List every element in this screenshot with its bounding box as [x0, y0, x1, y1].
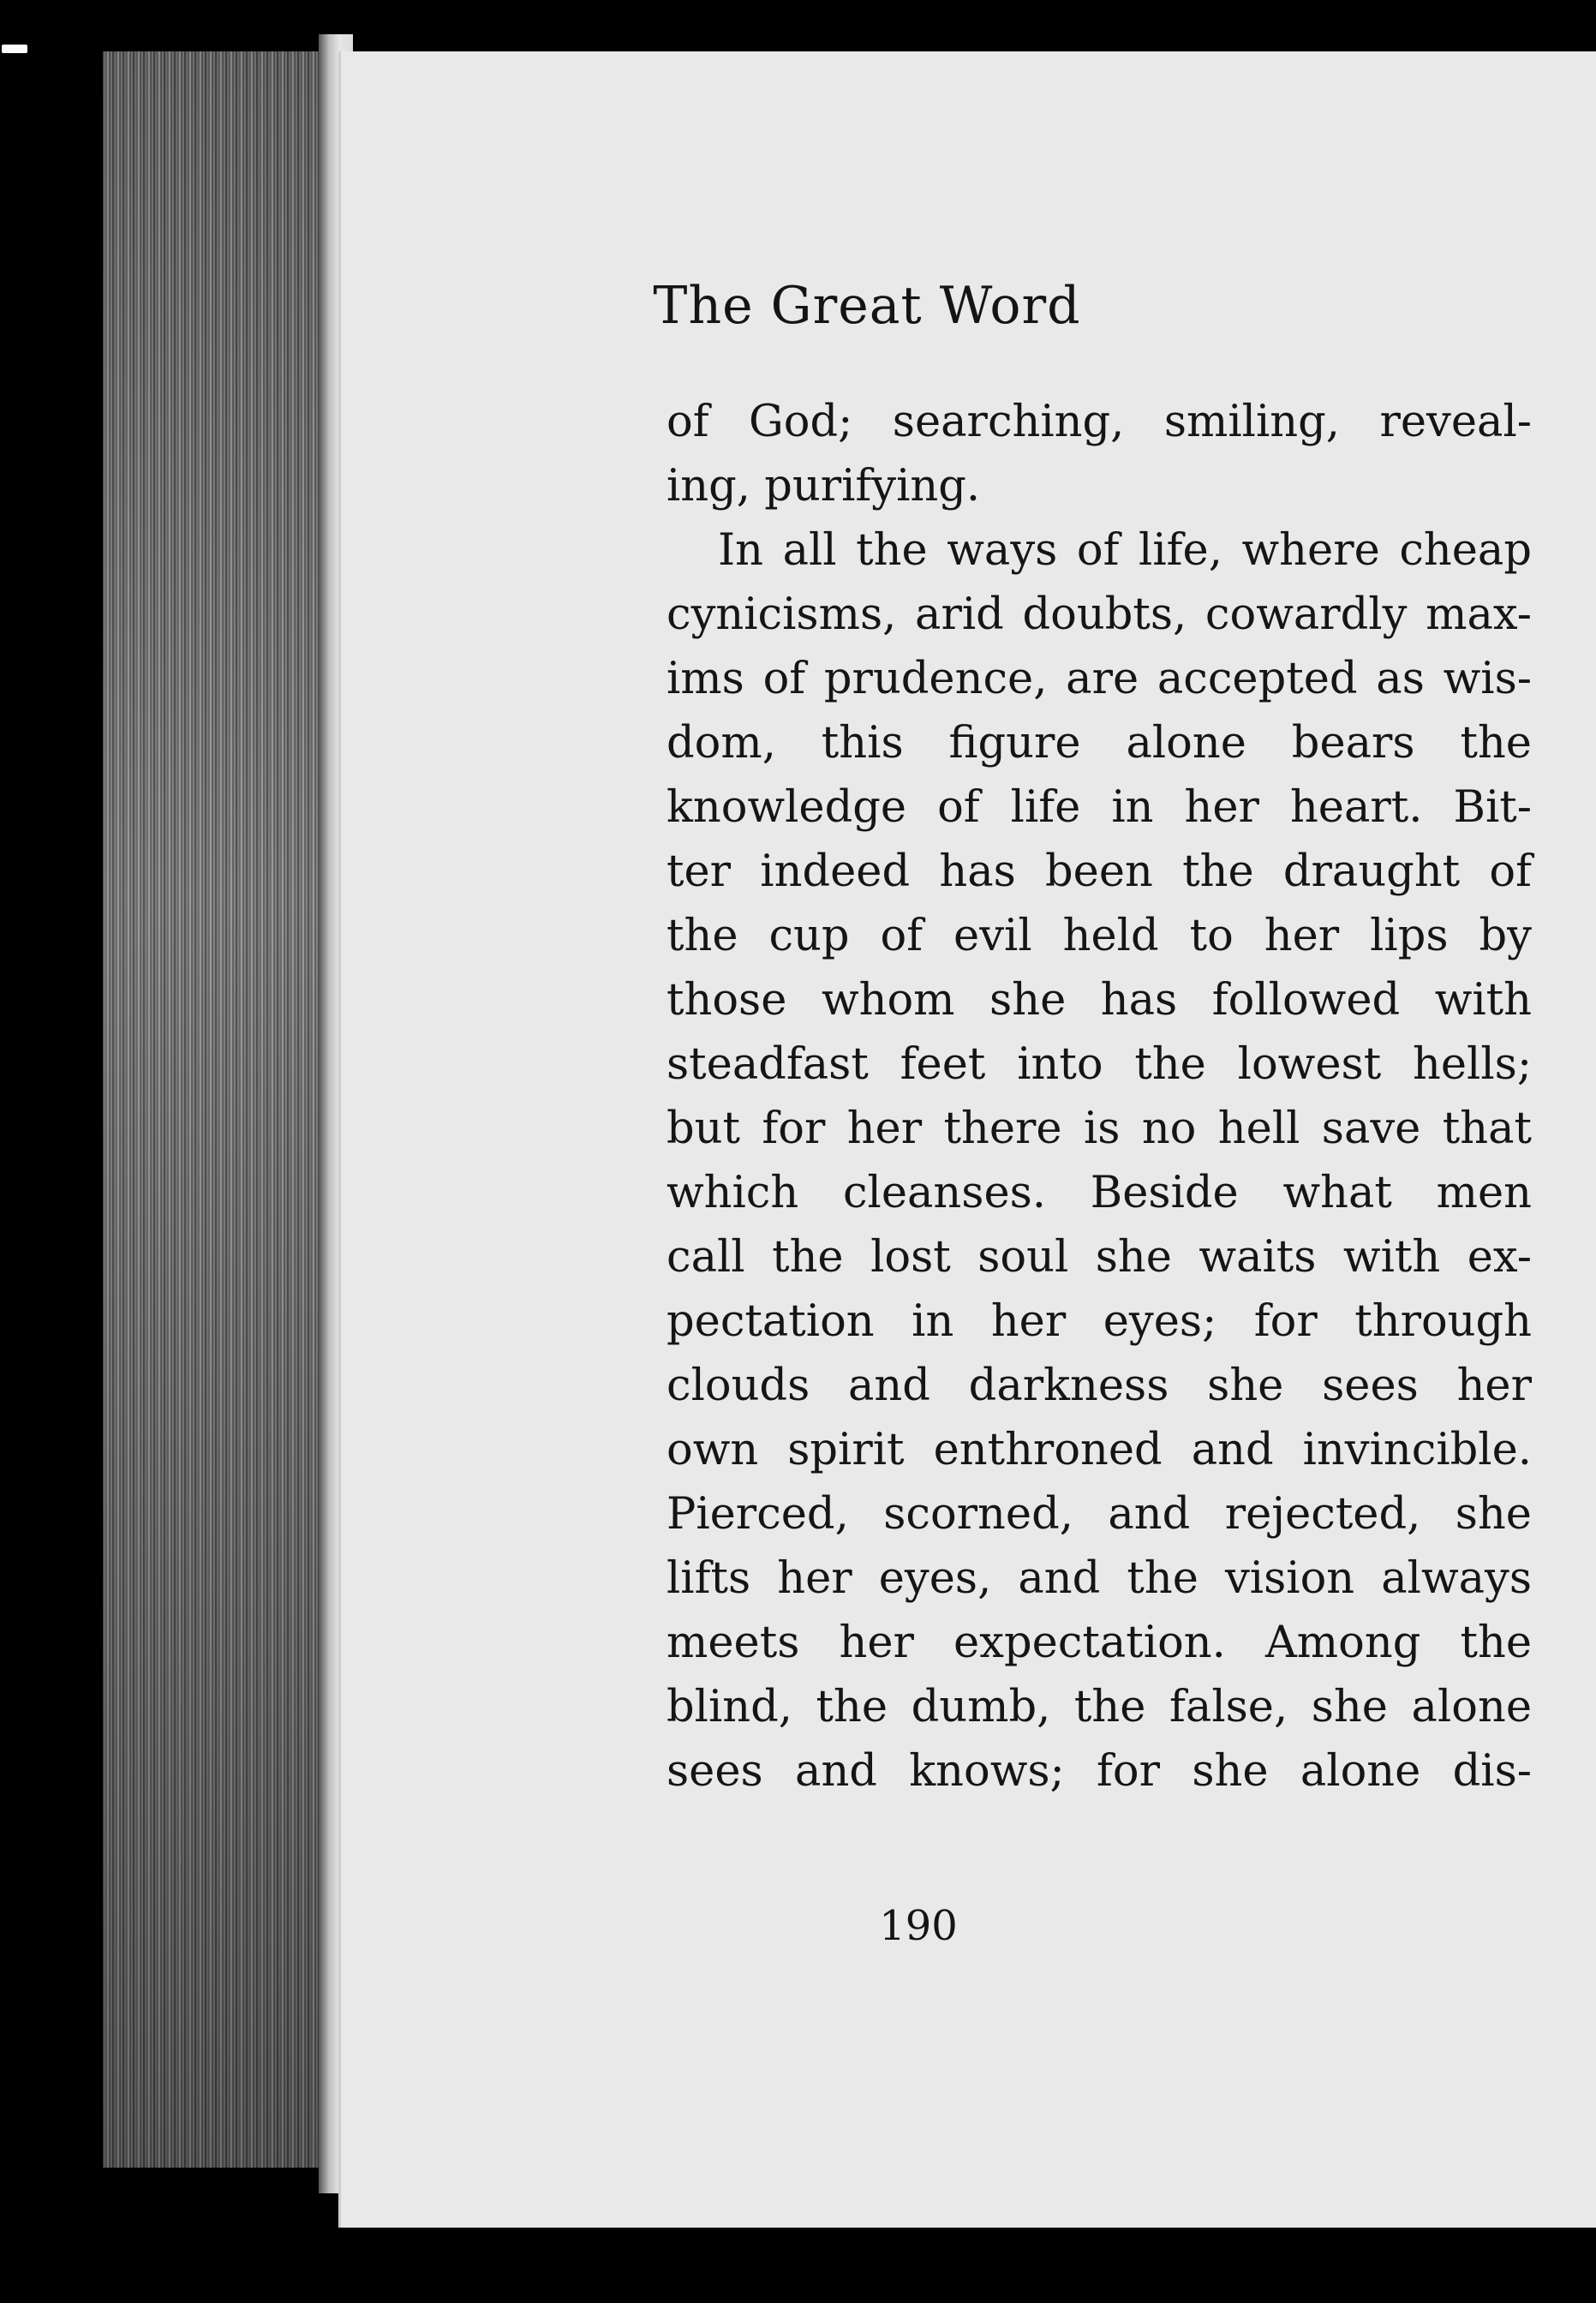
scan-speck — [2, 45, 27, 53]
text-line: which cleanses. Beside what men — [666, 1168, 1532, 1218]
text-line: blind, the dumb, the false, she alone — [666, 1682, 1532, 1732]
text-line: meets her expectation. Among the — [666, 1618, 1532, 1668]
text-line: pectation in her eyes; for through — [666, 1296, 1532, 1347]
text-line: steadfast feet into the lowest hells; — [666, 1039, 1532, 1090]
page-number: 190 — [879, 1902, 958, 1950]
text-line: knowledge of life in her heart. Bit- — [666, 782, 1532, 833]
text-line: In all the ways of life, where cheap — [718, 525, 1532, 576]
text-line: of God; searching, smiling, reveal- — [666, 397, 1532, 447]
text-line: but for her there is no hell save that — [666, 1104, 1532, 1154]
text-line: dom, this figure alone bears the — [666, 718, 1532, 769]
text-line: those whom she has followed with — [666, 975, 1532, 1026]
book-page — [338, 51, 1596, 2228]
text-line: call the lost soul she waits with ex- — [666, 1232, 1532, 1283]
text-line: own spirit enthroned and invincible. — [666, 1425, 1532, 1475]
text-line: Pierced, scorned, and rejected, she — [666, 1489, 1532, 1540]
text-line: ims of prudence, are accepted as wis- — [666, 654, 1532, 704]
text-line: ing, purifying. — [666, 461, 981, 511]
text-line: lifts her eyes, and the vision always — [666, 1553, 1532, 1604]
body-text — [666, 390, 1532, 1804]
text-line: cynicisms, arid doubts, cowardly max- — [666, 589, 1532, 640]
book-page-edges — [103, 51, 347, 2168]
running-head: The Great Word — [653, 276, 1081, 336]
text-line: ter indeed has been the draught of — [666, 846, 1532, 897]
text-line: the cup of evil held to her lips by — [666, 911, 1532, 961]
text-line: clouds and darkness she sees her — [666, 1361, 1532, 1411]
text-line: sees and knows; for she alone dis- — [666, 1746, 1532, 1797]
